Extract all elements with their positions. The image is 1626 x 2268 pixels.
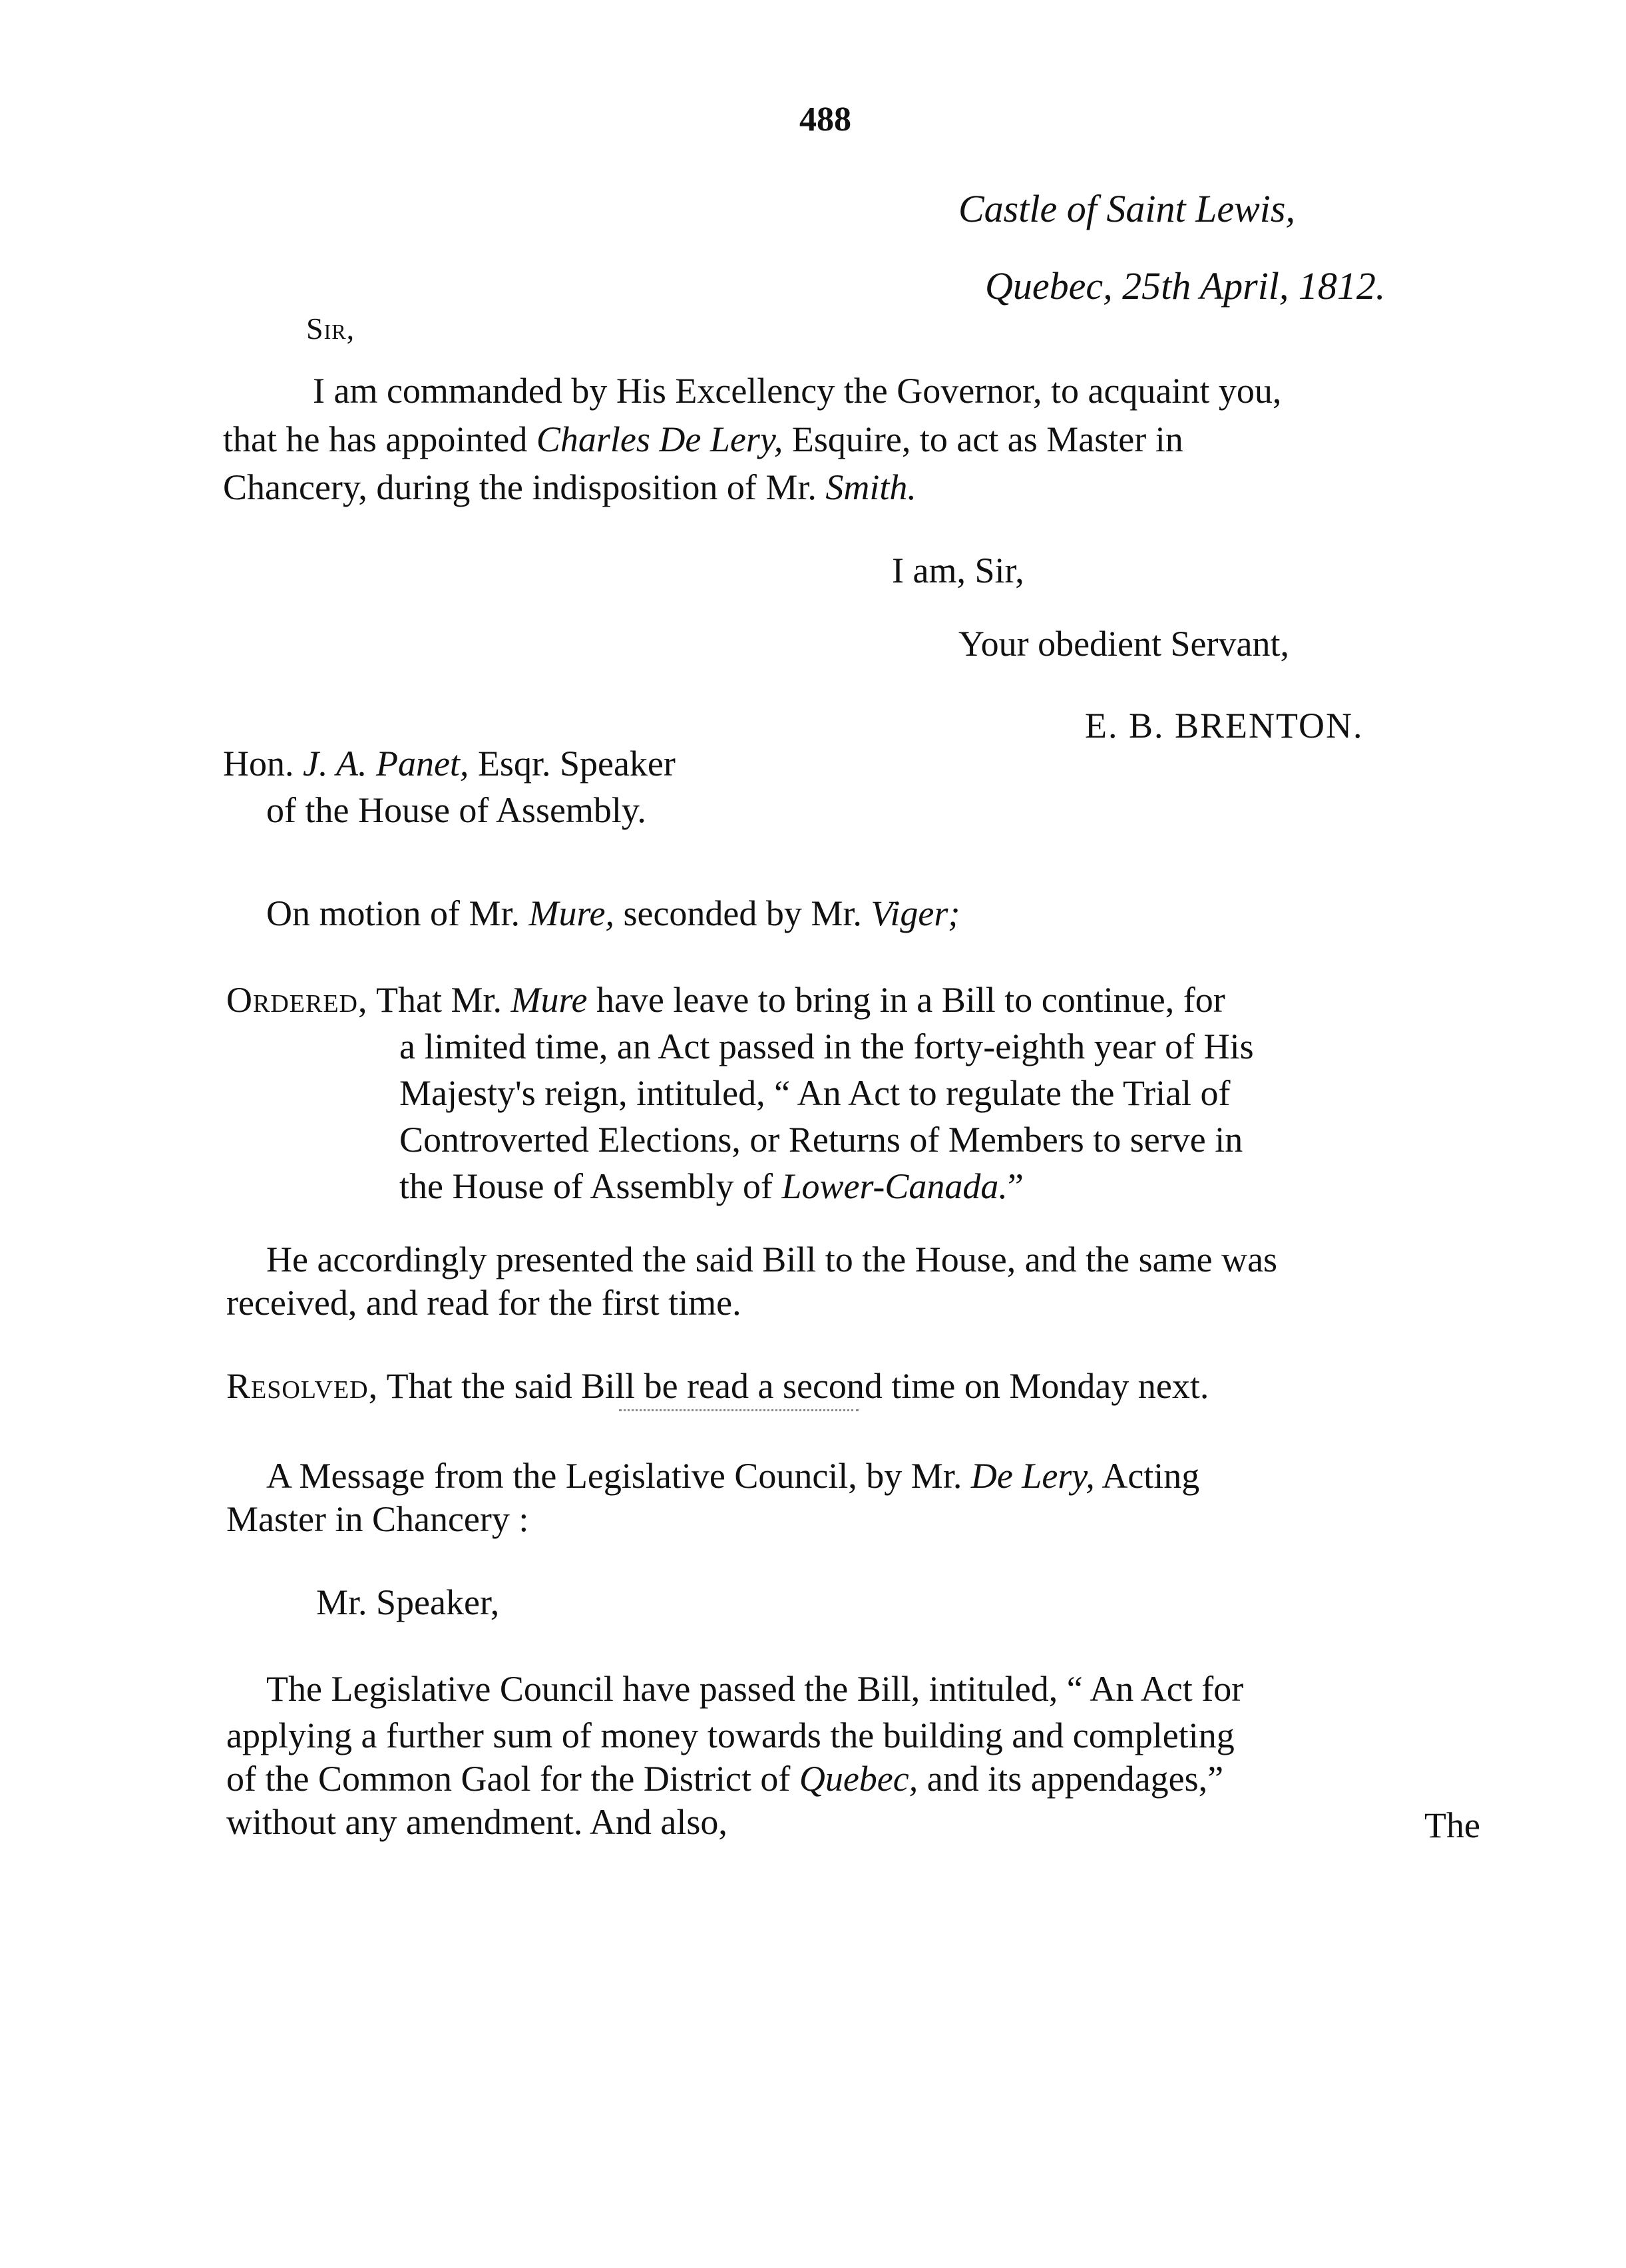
resolved-label: Resolved, — [226, 1366, 379, 1406]
page-number: 488 — [799, 101, 851, 138]
ordered-line-1 — [226, 979, 1225, 1021]
ordered-line-2: a limited time, an Act passed in the forty-eighth year of His — [399, 1026, 1254, 1066]
resolved-line — [226, 1365, 1209, 1407]
seconder-name: Viger; — [871, 893, 960, 933]
letter-body-text: Esquire, to act as Master in — [783, 419, 1183, 459]
addressee-name: J. A. Panet, — [303, 744, 469, 784]
legislative-text: of the Common Gaol for the District of — [226, 1759, 799, 1799]
letter-complimentary-close: Your obedient Servant, — [958, 624, 1289, 664]
letter-salutation: Sir, — [306, 312, 355, 345]
resolved-text: That the said Bill be read a second time on Monday next. — [378, 1366, 1209, 1406]
motion-text: On motion of Mr. — [266, 893, 529, 933]
letter-body-line-2 — [223, 418, 1183, 461]
ordered-line-4: Controverted Elections, or Returns of Members to serve in — [399, 1120, 1243, 1160]
message-text: Acting — [1094, 1456, 1200, 1496]
speaker-address: Mr. Speaker, — [316, 1582, 500, 1622]
addressee-text: Hon. — [223, 744, 303, 784]
catchword: The — [1424, 1805, 1480, 1845]
letter-body-line-1: I am commanded by His Excellency the Governor, to acquaint you, — [313, 371, 1282, 411]
motion-line — [266, 892, 960, 935]
message-text: A Message from the Legislative Council, by Mr. — [266, 1456, 971, 1496]
legislative-line-2: applying a further sum of money towards the building and completing — [226, 1715, 1235, 1755]
letter-date: 25th April, 1812. — [1122, 264, 1386, 308]
addressee-text: Esqr. Speaker — [469, 744, 676, 784]
ordered-label: Ordered, — [226, 980, 368, 1020]
ordered-member-name: Mure — [510, 980, 588, 1020]
legislative-text: and its appendages,” — [918, 1759, 1224, 1799]
letter-city: Quebec, — [985, 264, 1113, 308]
addressee-line-2: of the House of Assembly. — [266, 790, 646, 830]
ordered-text: have leave to bring in a Bill to continue, for — [587, 980, 1225, 1020]
legislative-line-3 — [226, 1757, 1223, 1800]
ordered-text: ” — [1007, 1166, 1024, 1206]
ordered-text: the House of Assembly of — [399, 1166, 782, 1206]
print-artifact-rule — [619, 1409, 859, 1411]
district-name: Quebec, — [799, 1759, 918, 1799]
letter-signature: E. B. BRENTON. — [1085, 706, 1364, 746]
mover-name: Mure, — [528, 893, 614, 933]
letter-body-line-3 — [223, 466, 916, 509]
messenger-name: De Lery, — [970, 1456, 1095, 1496]
appointee-name: Charles De Lery, — [536, 419, 783, 459]
legislative-line-4: without any amendment. And also, — [226, 1802, 727, 1842]
presented-line-1: He accordingly presented the said Bill to the House, and the same was — [266, 1240, 1278, 1279]
legislative-line-1: The Legislative Council have passed the Bill, intituled, “ An Act for — [266, 1669, 1244, 1709]
letter-closing: I am, Sir, — [892, 551, 1024, 590]
message-line-2: Master in Chancery : — [226, 1499, 529, 1539]
message-line-1 — [266, 1455, 1199, 1497]
ordered-line-5 — [399, 1165, 1024, 1208]
letter-body-text: that he has appointed — [223, 419, 536, 459]
letter-place: Castle of Saint Lewis, — [958, 187, 1295, 230]
presented-line-2: received, and read for the first time. — [226, 1283, 741, 1323]
letter-body-text: Chancery, during the indisposition of Mr. — [223, 467, 826, 507]
ordered-text: That Mr. — [367, 980, 511, 1020]
letter-date-line — [985, 265, 1385, 308]
ordered-line-3: Majesty's reign, intituled, “ An Act to regulate the Trial of — [399, 1073, 1231, 1113]
province-name: Lower-Canada. — [781, 1166, 1008, 1206]
addressee-line-1 — [223, 742, 676, 785]
indisposed-name: Smith. — [825, 467, 916, 507]
motion-text: seconded by Mr. — [614, 893, 871, 933]
